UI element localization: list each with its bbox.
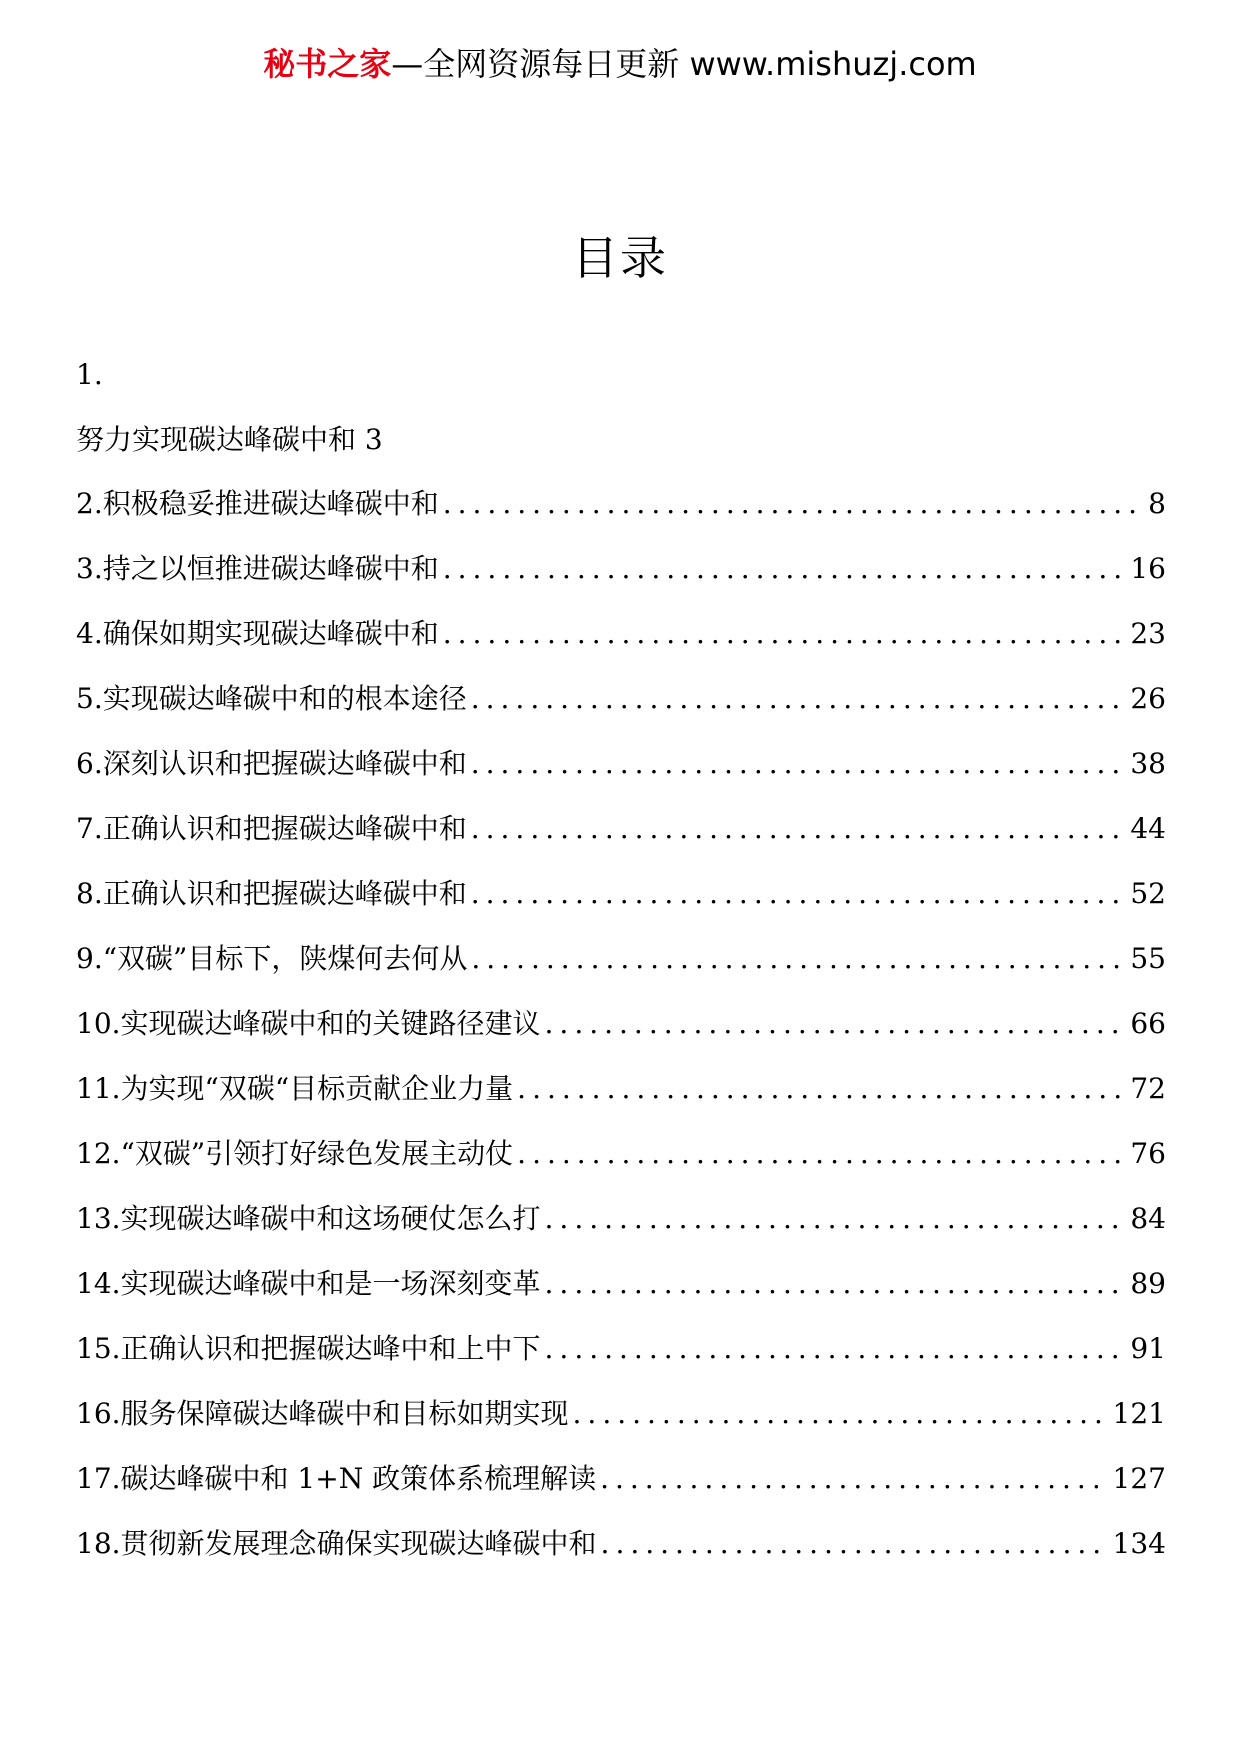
toc-page-number: 66 — [1130, 1007, 1166, 1040]
toc-entry-text: 2.积极稳妥推进碳达峰碳中和 — [76, 487, 439, 520]
dot-leader — [443, 484, 1144, 524]
toc-entry-text: 5.实现碳达峰碳中和的根本途径 — [76, 682, 467, 715]
toc-entry-text: 9.“双碳”目标下，陕煤何去何从 — [76, 942, 468, 975]
toc-entry-text: 7.正确认识和把握碳达峰碳中和 — [76, 812, 467, 845]
toc-page-number: 23 — [1130, 617, 1166, 650]
toc-entry[interactable] — [76, 679, 1166, 744]
toc-entry[interactable] — [76, 744, 1166, 809]
toc-entry-text: 18.贯彻新发展理念确保实现碳达峰碳中和 — [76, 1527, 597, 1560]
table-of-contents — [76, 484, 1166, 1589]
dot-leader — [600, 1459, 1108, 1499]
toc-page-number: 55 — [1130, 942, 1166, 975]
toc-entry-text: 4.确保如期实现碳达峰碳中和 — [76, 617, 439, 650]
toc-page-number: 84 — [1130, 1202, 1166, 1235]
dot-leader — [471, 939, 1126, 979]
toc-entry-title: 努力实现碳达峰碳中和 3 — [76, 423, 383, 456]
toc-entry[interactable] — [76, 874, 1166, 939]
toc-entry[interactable] — [76, 549, 1166, 614]
toc-entry-text: 6.深刻认识和把握碳达峰碳中和 — [76, 747, 467, 780]
toc-page-number: 121 — [1112, 1397, 1166, 1430]
toc-page-number: 72 — [1130, 1072, 1166, 1105]
toc-page-number: 76 — [1130, 1137, 1166, 1170]
dot-leader — [471, 809, 1127, 849]
toc-entry[interactable] — [76, 1264, 1166, 1329]
toc-entry[interactable] — [76, 1199, 1166, 1264]
toc-page-number: 52 — [1130, 877, 1166, 910]
toc-entry-text: 3.持之以恒推进碳达峰碳中和 — [76, 552, 439, 585]
dot-leader — [545, 1199, 1127, 1239]
toc-entry-text: 14.实现碳达峰碳中和是一场深刻变革 — [76, 1267, 541, 1300]
dot-leader — [517, 1069, 1126, 1109]
toc-page-number: 16 — [1130, 552, 1166, 585]
dot-leader — [573, 1394, 1109, 1434]
dot-leader — [471, 874, 1127, 914]
toc-page-number: 91 — [1130, 1332, 1166, 1365]
toc-entry-text: 16.服务保障碳达峰碳中和目标如期实现 — [76, 1397, 569, 1430]
dot-leader — [517, 1134, 1126, 1174]
dot-leader — [443, 549, 1127, 589]
toc-entry-text: 12.“双碳”引领打好绿色发展主动仗 — [76, 1137, 514, 1170]
toc-entry-text: 8.正确认识和把握碳达峰碳中和 — [76, 877, 467, 910]
toc-entry[interactable] — [76, 1524, 1166, 1589]
toc-entry[interactable] — [76, 614, 1166, 679]
dot-leader — [471, 679, 1127, 719]
page-title: 目录 — [572, 231, 668, 285]
toc-page-number: 127 — [1112, 1462, 1166, 1495]
toc-entry[interactable] — [76, 1134, 1166, 1199]
toc-entry-number: 1. — [76, 358, 103, 391]
toc-entry-text: 15.正确认识和把握碳达峰中和上中下 — [76, 1332, 541, 1365]
dot-leader — [545, 1264, 1127, 1304]
site-brand: 秘书之家 — [263, 45, 392, 83]
site-tagline: —全网资源每日更新 www.mishuzj.com — [391, 45, 977, 83]
toc-entry-text: 11.为实现“双碳“目标贡献企业力量 — [76, 1072, 514, 1105]
site-banner — [0, 42, 1240, 86]
dot-leader — [545, 1329, 1127, 1369]
dot-leader — [471, 744, 1127, 784]
dot-leader — [601, 1524, 1109, 1564]
toc-entry[interactable] — [76, 1069, 1166, 1134]
toc-page-number: 44 — [1130, 812, 1166, 845]
toc-entry-text: 17.碳达峰碳中和 1+N 政策体系梳理解读 — [76, 1462, 597, 1495]
toc-entry[interactable] — [76, 1394, 1166, 1459]
toc-page-number: 8 — [1148, 487, 1166, 520]
dot-leader — [443, 614, 1127, 654]
toc-entry[interactable] — [76, 1329, 1166, 1394]
toc-page-number: 38 — [1130, 747, 1166, 780]
toc-entry-text: 13.实现碳达峰碳中和这场硬仗怎么打 — [76, 1202, 541, 1235]
toc-entry[interactable] — [76, 1459, 1166, 1524]
toc-page-number: 26 — [1130, 682, 1166, 715]
toc-entry[interactable] — [76, 939, 1166, 1004]
toc-page-number: 134 — [1112, 1527, 1166, 1560]
toc-page-number: 89 — [1130, 1267, 1166, 1300]
toc-entry-text: 10.实现碳达峰碳中和的关键路径建议 — [76, 1007, 541, 1040]
toc-entry[interactable] — [76, 1004, 1166, 1069]
toc-entry[interactable] — [76, 809, 1166, 874]
dot-leader — [545, 1004, 1127, 1044]
toc-entry[interactable] — [76, 484, 1166, 549]
